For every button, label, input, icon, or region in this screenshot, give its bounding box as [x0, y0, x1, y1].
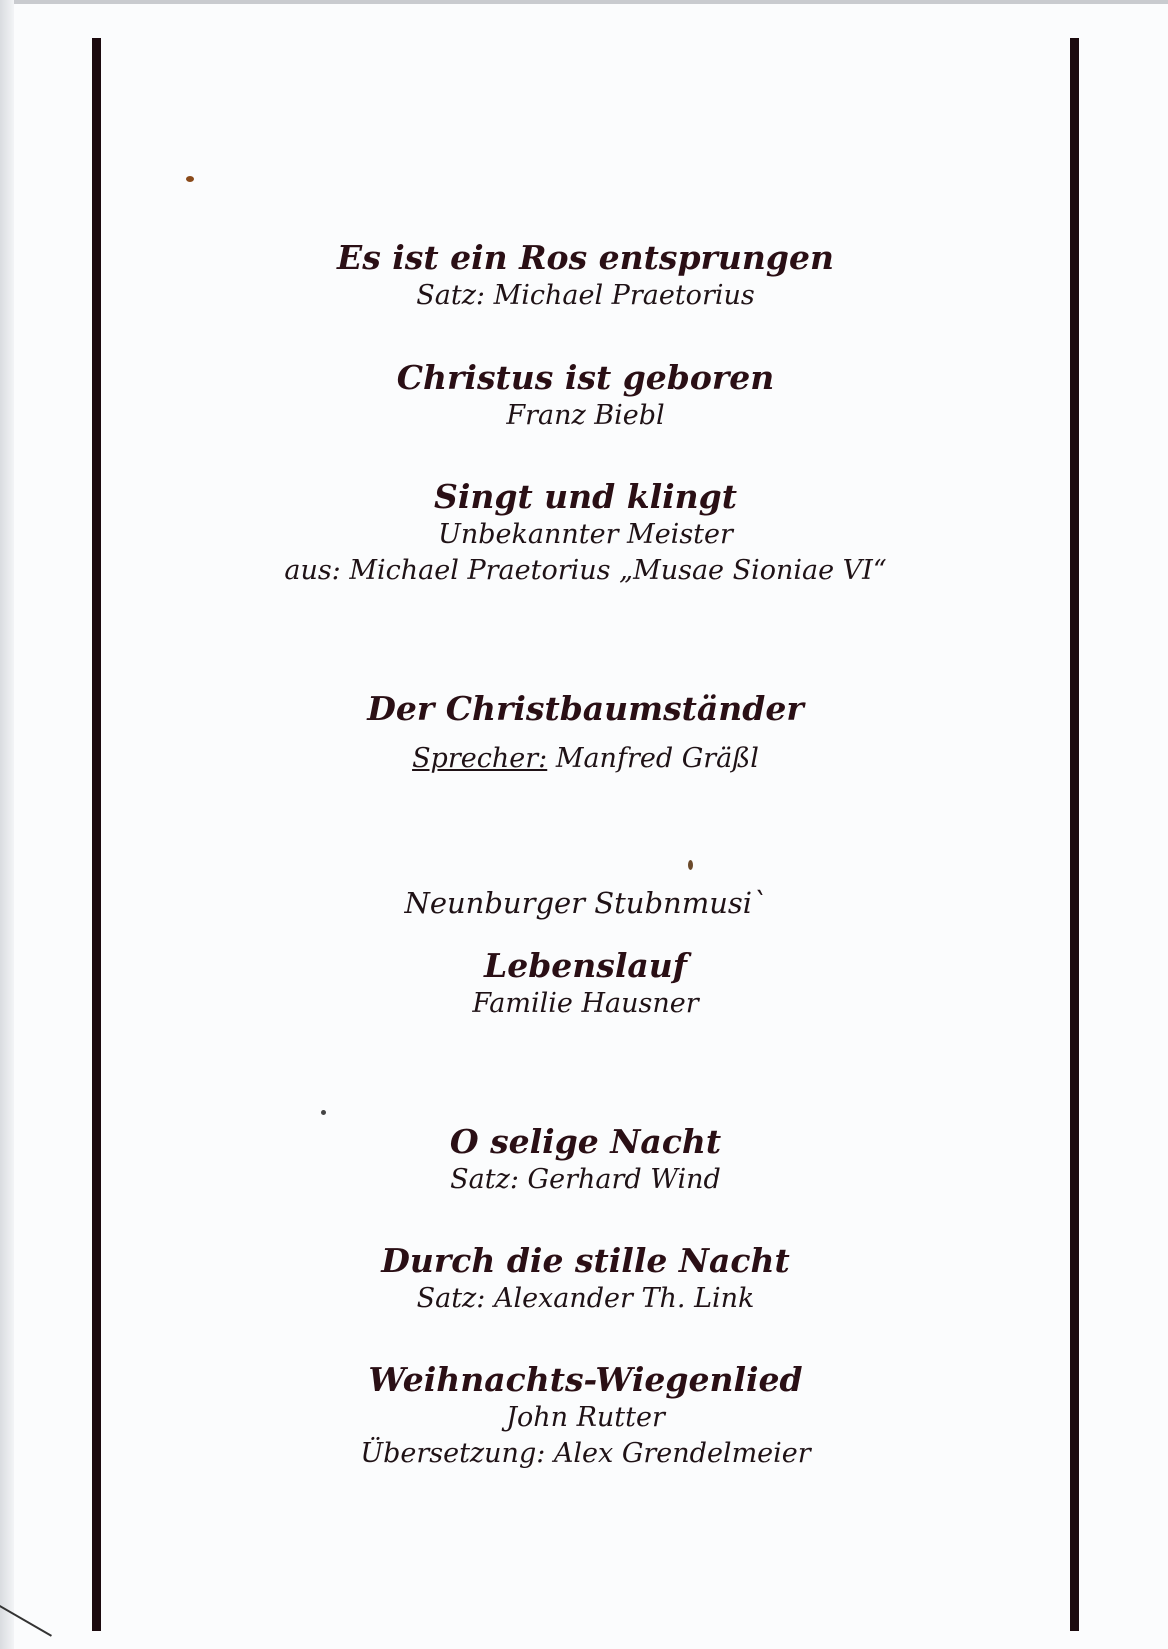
speaker-label: Sprecher: [412, 743, 548, 774]
programme-item [101, 689, 1070, 777]
programme-item [101, 946, 1070, 1022]
piece-title: Singt und klingt [434, 477, 737, 516]
piece-title: Lebenslauf [484, 946, 687, 985]
scan-edge-left [0, 0, 14, 1649]
speaker-line [101, 741, 1070, 777]
programme-item [101, 477, 1070, 589]
piece-source: aus: Michael Praetorius „Musae Sioniae VI“ [284, 555, 887, 586]
piece-translation: Übersetzung: Alex Grendelmeier [360, 1438, 811, 1469]
piece-title: Weihnachts-Wiegenlied [368, 1360, 803, 1399]
speaker-name: Manfred Gräßl [547, 743, 759, 774]
piece-title: O selige Nacht [449, 1122, 722, 1161]
piece-credit: John Rutter [506, 1402, 665, 1433]
programme-item [101, 1360, 1070, 1472]
ensemble-name: Neunburger Stubnmusi` [404, 886, 767, 920]
piece-credit: Satz: Alexander Th. Link [416, 1283, 755, 1314]
piece-credit: Franz Biebl [506, 400, 665, 431]
programme-item [101, 1241, 1070, 1317]
piece-title: Es ist ein Ros entsprungen [337, 238, 834, 277]
right-border-rule [1070, 38, 1079, 1631]
scan-speck [321, 1110, 326, 1115]
programme-item [101, 238, 1070, 314]
piece-credit: Satz: Gerhard Wind [450, 1164, 721, 1195]
piece-title: Der Christbaumständer [367, 689, 804, 728]
piece-credit: Familie Hausner [472, 988, 699, 1019]
scan-speck [688, 860, 693, 870]
piece-credit: Unbekannter Meister [438, 519, 733, 550]
programme-item [101, 1122, 1070, 1198]
programme-item [101, 884, 1070, 922]
piece-title: Durch die stille Nacht [381, 1241, 790, 1280]
scan-speck [186, 176, 194, 182]
piece-title: Christus ist geboren [396, 358, 775, 397]
left-border-rule [92, 38, 101, 1631]
scan-edge-top [0, 0, 1168, 4]
piece-credit: Satz: Michael Praetorius [416, 280, 755, 311]
programme-item [101, 358, 1070, 434]
